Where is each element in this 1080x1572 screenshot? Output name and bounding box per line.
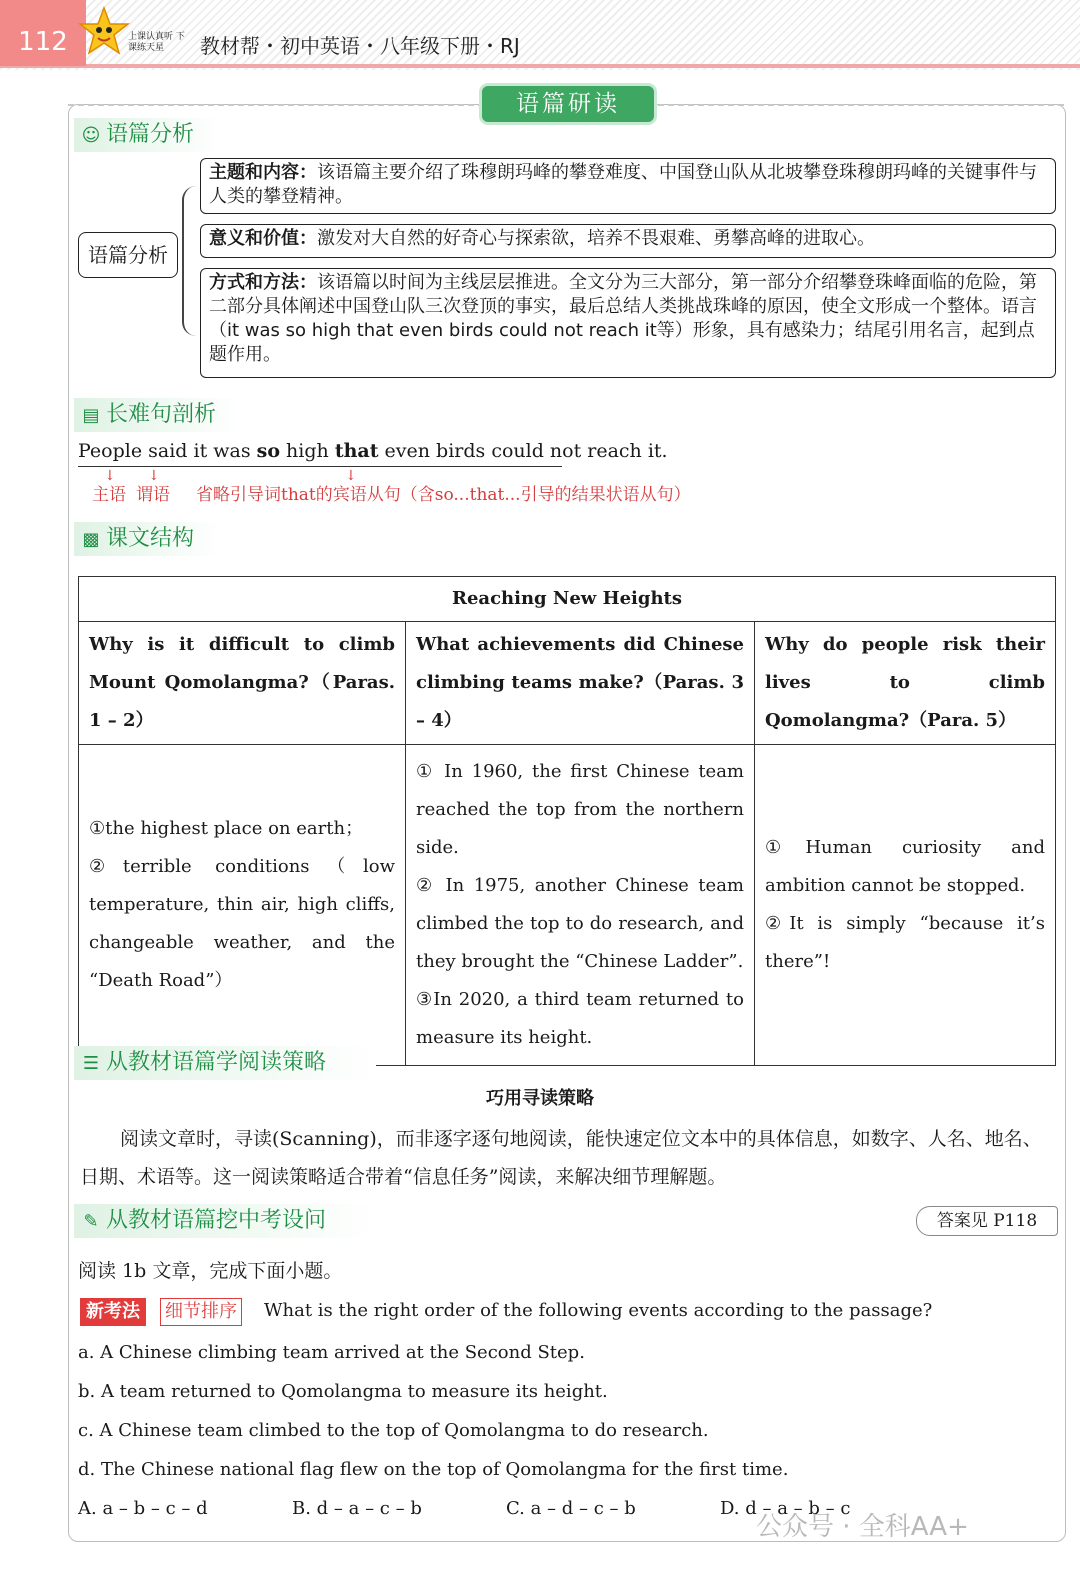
answer-cell [406,745,755,1066]
section-title: 从教材语篇学阅读策略 [106,1050,327,1075]
arrow-down-icon: ↓ [345,468,357,484]
structure-table [78,576,1056,1066]
answer-line: ①the highest place on earth； [89,818,364,839]
question-cell: Why do people risk their lives to climb Qomolangma?（Para. 5） [755,622,1056,745]
value-box [200,224,1056,258]
star-mascot-icon [78,6,130,58]
page-header [0,0,1080,70]
note-predicate: 谓语 [136,485,170,505]
book-title: 教材帮・初中英语・八年级下册・RJ [200,34,520,58]
sentence-part: high [280,440,335,462]
brace-connector [182,186,198,336]
header-slogan: 上课认真听 下课练天星 [128,32,185,53]
answer-line: ②terrible conditions（low temperature, thin air, high cliffs, changeable weather, and the “Death Road”） [89,856,395,991]
sentence-keyword-so: so [256,440,281,462]
new-format-badge: 新考法 [80,1298,146,1326]
section-heading-long-sentence [74,398,240,432]
table-row [79,577,1056,622]
checklist-icon: ☰ [82,1053,100,1074]
sentence-part: People said it was [78,440,257,462]
analysis-label: 语篇分析 [78,232,178,278]
answer-line: ② In 1975, another Chinese team climbed the top to do research, and they brought the “Chinese Ladder”. [416,875,744,972]
event-item: b. A team returned to Qomolangma to measure its height. [78,1381,608,1402]
event-item: c. A Chinese team climbed to the top of Qomolangma to do research. [78,1420,709,1441]
event-item: a. A Chinese climbing team arrived at the Second Step. [78,1342,585,1363]
chat-icon: ✎ [83,1211,99,1232]
sentence-part: even birds could not reach it. [378,440,668,462]
event-item: d. The Chinese national flag flew on the top of Qomolangma for the first time. [78,1459,789,1480]
question-cell: What achievements did Chinese climbing teams make?（Paras. 3 – 4） [406,622,755,745]
theme-text: 该语篇主要介绍了珠穆朗玛峰的攀登难度、中国登山队从北坡攀登珠穆朗玛峰的关键事件与人类的攀登精神。 [209,162,1037,207]
method-title: 方式和方法： [209,272,317,293]
section-title: 语篇分析 [106,122,195,147]
example-sentence [78,440,668,462]
question-text: What is the right order of the following events according to the passage? [264,1300,933,1321]
sentence-underline [78,466,562,467]
method-box [200,268,1056,378]
section-heading-analysis [74,118,220,152]
document-icon: ▤ [82,405,100,426]
choice-b[interactable]: B. d – a – c – b [292,1498,422,1519]
method-text: 该语篇以时间为主线层层推进。全文分为三大部分，第一部分介绍攀登珠峰面临的危险，第二部分具体阐述中国登山队三次登顶的事实，最后总结人类挑战珠峰的原因，使全文形成一个整体。语言（it was so high that even birds could not reach it等）形象，具有感染力；结尾引用名言，起到点题作用。 [209,272,1037,365]
answer-cell [755,745,1056,1066]
structure-icon: ▩ [82,529,100,550]
section-heading-exam [74,1204,376,1238]
arrow-down-icon: ↓ [104,468,116,484]
strategy-title: 巧用寻读策略 [486,1088,594,1109]
answer-cell [79,745,406,1066]
table-row [79,745,1056,1066]
answer-line: ②It is simply “because it’s there”! [765,913,1045,972]
section-title: 长难句剖析 [106,402,217,427]
watermark: 公众号 · 全科AA+ [756,1512,969,1542]
section-heading-structure [74,522,220,556]
table-row [79,622,1056,745]
section-title: 课文结构 [106,526,195,551]
answer-reference: 答案见 P118 [916,1206,1058,1236]
answer-line: ③In 2020, a third team returned to measure its height. [416,989,744,1048]
note-subject: 主语 [92,485,126,505]
value-text: 激发对大自然的好奇心与探索欲，培养不畏艰难、勇攀高峰的进取心。 [317,228,875,249]
exam-intro: 阅读 1b 文章，完成下面小题。 [78,1260,343,1282]
section-title: 从教材语篇挖中考设问 [106,1208,327,1233]
choice-c[interactable]: C. a – d – c – b [506,1498,636,1519]
strategy-body: 阅读文章时，寻读(Scanning)，而非逐字逐句地阅读，能快速定位文本中的具体信息，如数字、人名、地名、日期、术语等。这一阅读策略适合带着“信息任务”阅读，来解决细节理解题。 [80,1128,1042,1188]
sentence-keyword-that: that [334,440,379,462]
answer-line: ①Human curiosity and ambition cannot be stopped. [765,837,1045,896]
value-title: 意义和价值： [209,228,317,249]
note-clause: 省略引导词that的宾语从句（含so...that...引导的结果状语从句） [196,485,691,505]
choice-d[interactable]: D. d – a – b – c [720,1498,851,1519]
section-heading-strategy [74,1046,376,1080]
people-icon: ☺ [81,125,101,146]
section-banner: 语篇研读 [482,86,654,122]
theme-title: 主题和内容： [209,162,317,183]
answer-line: ① In 1960, the first Chinese team reached the top from the northern side. [416,761,744,858]
choice-a[interactable]: A. a – b – c – d [78,1498,208,1519]
question-cell: Why is it difficult to climb Mount Qomolangma?（Paras. 1 – 2） [79,622,406,745]
page-number: 112 [0,0,86,66]
arrow-down-icon: ↓ [148,468,160,484]
header-divider [0,64,1080,68]
table-title: Reaching New Heights [79,577,1056,622]
theme-box [200,158,1056,214]
question-type-badge: 细节排序 [160,1298,242,1326]
